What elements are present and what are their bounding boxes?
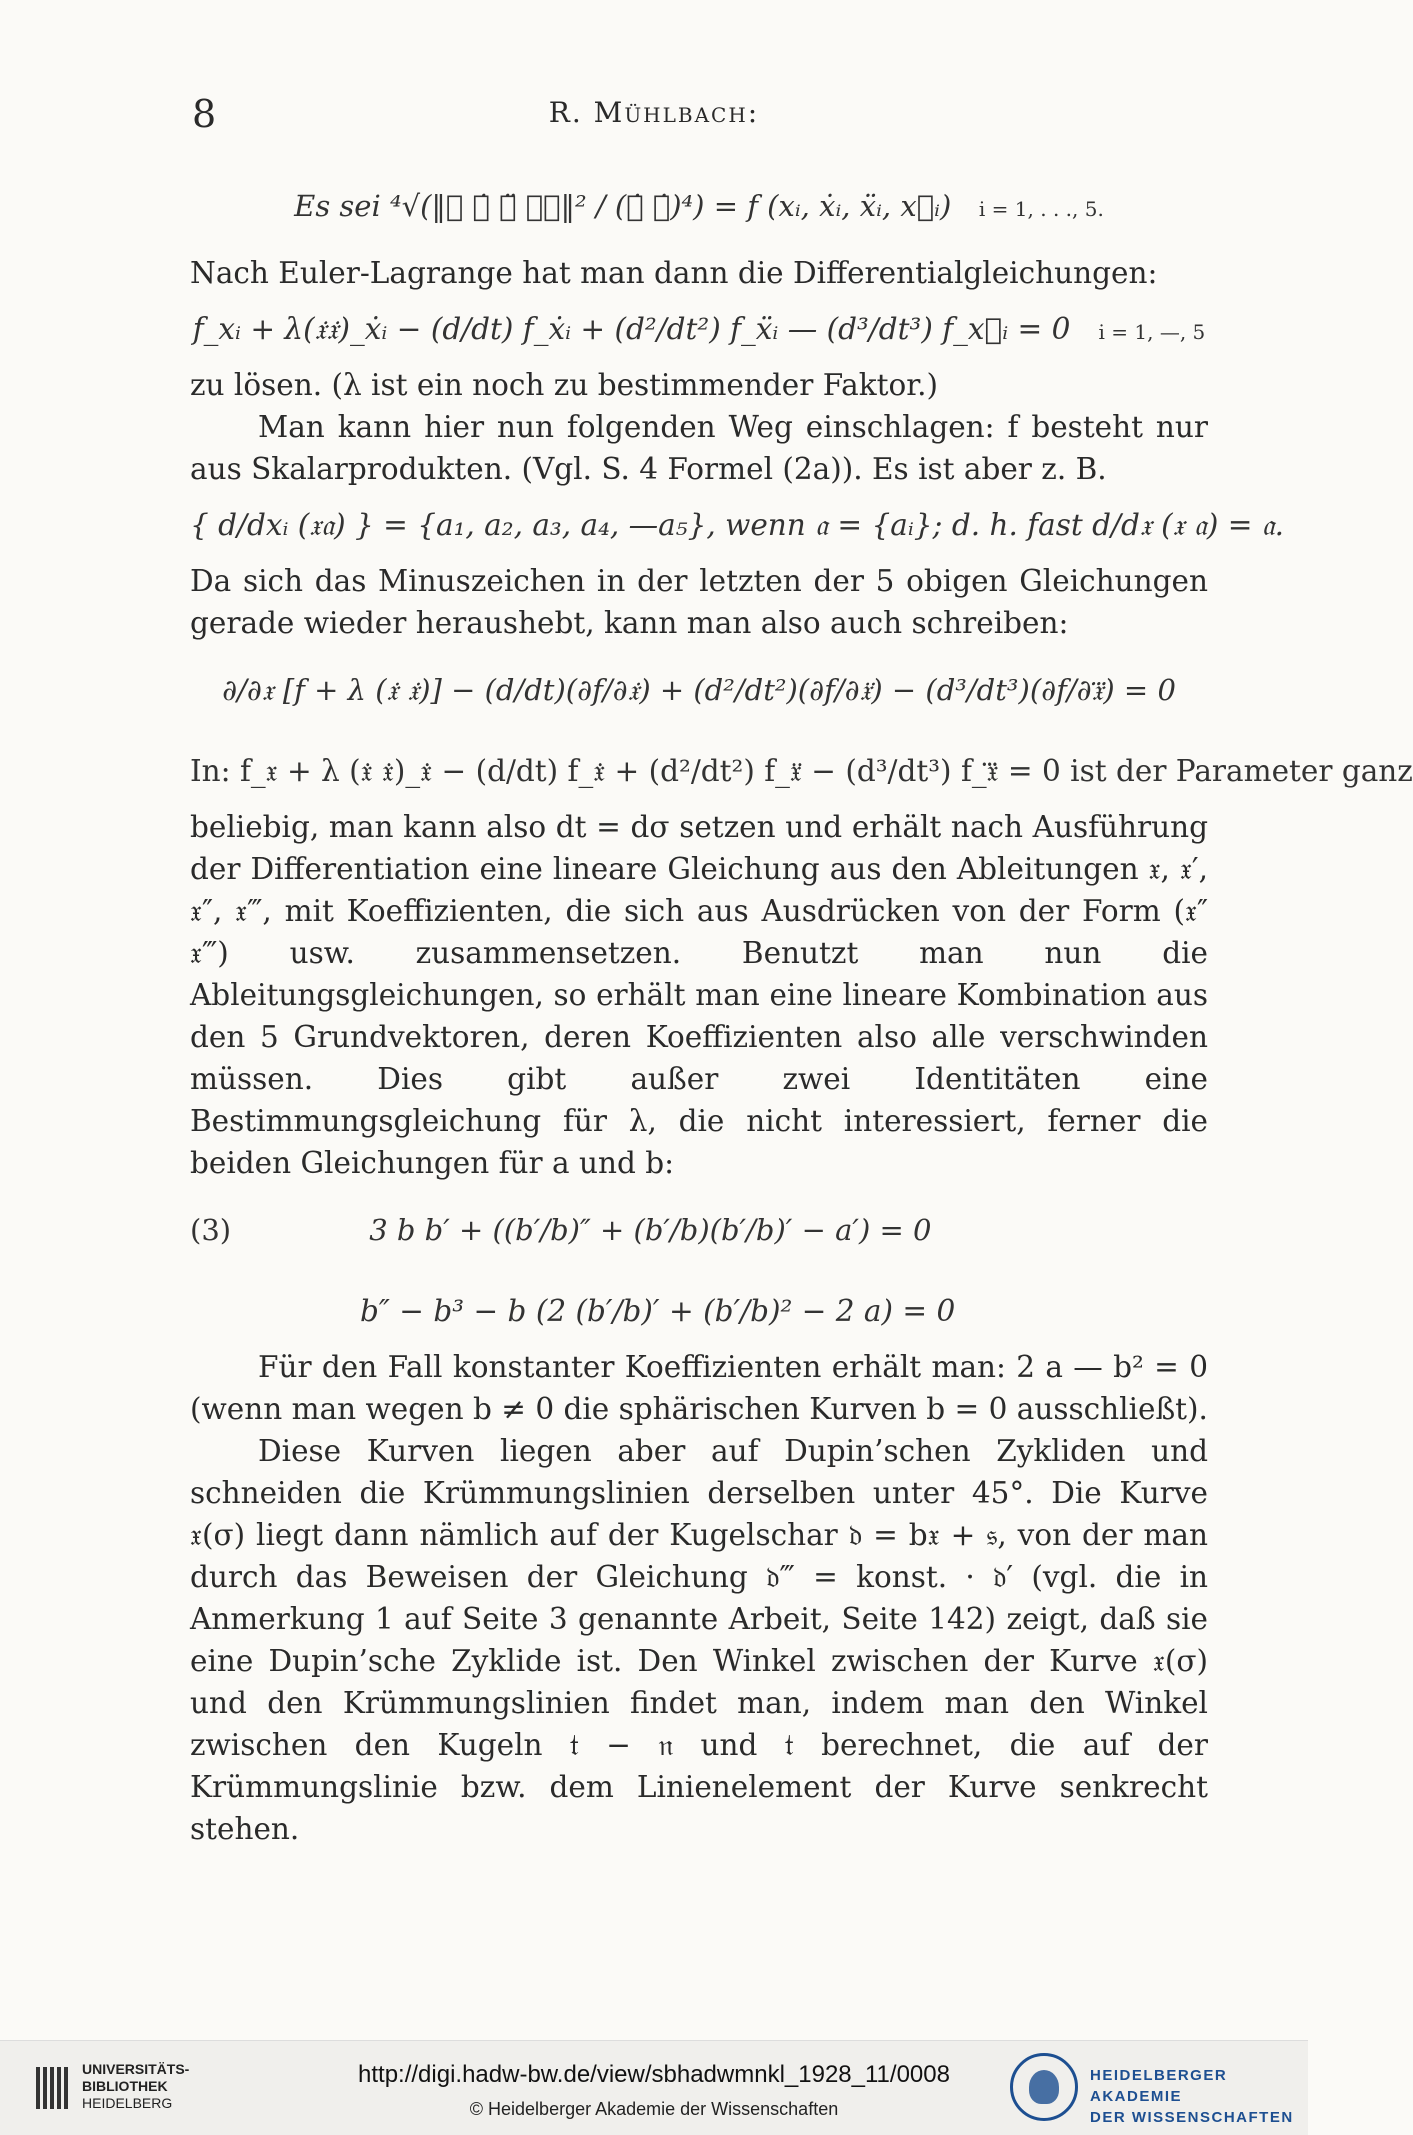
formula-text: 3 b b′ + ((b′/b)″ + (b′/b)(b′/b)′ − a′) = 0 xyxy=(369,1213,932,1247)
academy-name: HEIDELBERGER AKADEMIE DER WISSENSCHAFTEN xyxy=(1090,2067,1294,2126)
page-body xyxy=(190,160,1413,1850)
paragraph: Diese Kurven liegen aber auf Dupin’schen Zykliden und schneiden die Krümmungslinien derselben unter 45°. Die Kurve 𝔵(σ) liegt dann nämlich auf der Kugelschar 𝔡 = b𝔵 + 𝔰, von der man durch das Beweisen der Gleichung 𝔡‴ = konst. · 𝔡′ (vgl. die in Anmerkung 1 auf Seite 3 genannte Arbeit, Seite 142) zeigt, daß sie eine Dupin’sche Zyklide ist. Den Winkel zwischen der Kurve 𝔵(σ) und den Krümmungslinien findet man, indem man den Winkel zwischen den Kugeln 𝔱 − 𝔫 und 𝔱 berechnet, die auf der Krümmungslinie bzw. dem Linienelement der Kurve senkrecht stehen. xyxy=(190,1434,1208,1846)
formula-variational xyxy=(190,644,1208,736)
copyright-notice: © Heidelberger Akademie der Wissenschaften xyxy=(469,2099,839,2119)
paragraph: Da sich das Minuszeichen in der letzten der 5 obigen Gleichungen gerade wieder heraushebt, kann man also auch schreiben: xyxy=(190,564,1208,640)
running-head: R. Mühlbach: xyxy=(548,96,760,129)
formula-equation-3b xyxy=(190,1276,1208,1346)
footer-bar xyxy=(0,2040,1308,2135)
formula-text: Es sei ⁴√(‖𝔵 𝔵̇ 𝔵̈ 𝔵⃛‖² / (𝔵̇ 𝔵̇)⁴) = f (xᵢ, ẋᵢ, ẍᵢ, x⃛ᵢ) xyxy=(294,189,952,223)
page-number: 8 xyxy=(192,92,217,136)
paragraph: Man kann hier nun folgenden Weg einschlagen: f besteht nur aus Skalarprodukten. (Vgl. S. 4 Formel (2a)). Es ist aber z. B. xyxy=(190,410,1208,486)
university-library-name: UNIVERSITÄTS- BIBLIOTHEK HEIDELBERG xyxy=(82,2061,190,2111)
formula-inline-parameter xyxy=(190,736,1413,806)
formula-root-definition xyxy=(190,160,1208,252)
formula-euler-lagrange xyxy=(190,294,1208,364)
page-header xyxy=(0,92,1308,142)
formula-text: b″ − b³ − b (2 (b′/b)′ + (b′/b)² − 2 a) = 0 xyxy=(360,1294,956,1328)
formula-text: { d/dxᵢ (𝔵𝔞) } = {a₁, a₂, a₃, a₄, —a₅}, wenn 𝔞 = {aᵢ}; d. h. fast d/d𝔵 (𝔵 𝔞) = 𝔞. xyxy=(190,508,1285,542)
formula-scalar-product xyxy=(190,490,1285,560)
formula-text: In: f_𝔵 + λ (𝔵̇ 𝔵̇)_𝔵̇ − (d/dt) f_𝔵̇ + (d²/dt²) f_𝔵̈ − (d³/dt³) f_𝔵⃛ = 0 ist der Parameter ganz xyxy=(190,754,1413,788)
source-url-link[interactable]: http://digi.hadw-bw.de/view/sbhadwmnkl_1928_11/0008 xyxy=(358,2061,950,2088)
formula-equation-3a xyxy=(190,1184,1208,1276)
formula-index-range: i = 1, . . ., 5. xyxy=(978,197,1104,221)
formula-index-range: i = 1, —, 5 xyxy=(1098,320,1206,344)
academy-seal-icon xyxy=(1010,2053,1078,2121)
formula-text: ∂/∂𝔵 [f + λ (𝔵̇ 𝔵̇)] − (d/dt)(∂f/∂𝔵̇) + (d²/dt²)(∂f/∂𝔵̈) − (d³/dt³)(∂f/∂𝔵⃛) = 0 xyxy=(222,673,1176,707)
formula-text: f_xᵢ + λ(𝔵̇𝔵̇)_ẋᵢ − (d/dt) f_ẋᵢ + (d²/dt²) f_ẍᵢ — (d³/dt³) f_x⃛ᵢ = 0 xyxy=(192,312,1071,346)
paragraph: beliebig, man kann also dt = dσ setzen und erhält nach Ausführung der Differentiation eine lineare Gleichung aus den Ableitungen 𝔵, 𝔵′, 𝔵″, 𝔵‴, mit Koeffizienten, die sich aus Ausdrücken von der Form (𝔵″ 𝔵‴) usw. zusammensetzen. Benutzt man nun die Ableitungsgleichungen, so erhält man eine lineare Kombination aus den 5 Grundvektoren, deren Koeffizienten also alle verschwinden müssen. Dies gibt außer zwei Identitäten eine Bestimmungsgleichung für λ, die nicht interessiert, ferner die beiden Gleichungen für a und b: xyxy=(190,810,1208,1180)
paragraph: zu lösen. (λ ist ein noch zu bestimmender Faktor.) xyxy=(190,368,938,402)
equation-label: (3) xyxy=(190,1213,232,1247)
paragraph: Für den Fall konstanter Koeffizienten erhält man: 2 a — b² = 0 (wenn man wegen b ≠ 0 die sphärischen Kurven b = 0 ausschließt). xyxy=(190,1350,1208,1426)
paragraph: Nach Euler-Lagrange hat man dann die Differentialgleichungen: xyxy=(190,256,1158,290)
